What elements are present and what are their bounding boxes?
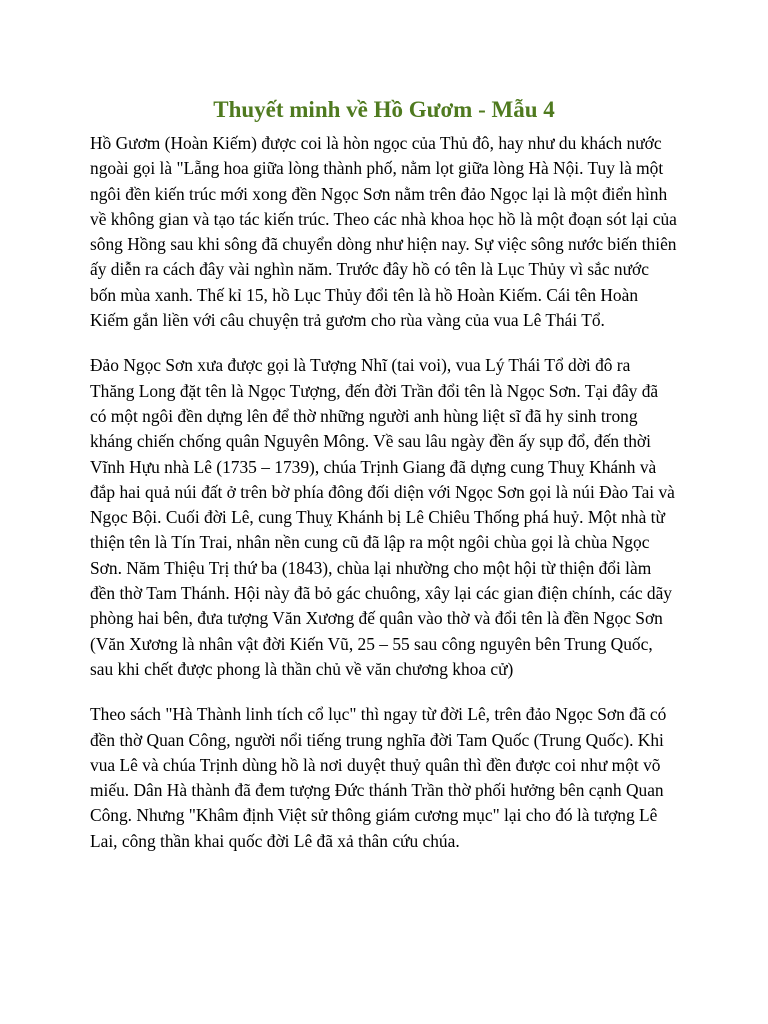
document-paragraph-2: Đảo Ngọc Sơn xưa được gọi là Tượng Nhĩ (tai voi), vua Lý Thái Tổ dời đô ra Thăng Long đặt tên là Ngọc Tượng, đến đời Trần đổi tên là Ngọc Sơn. Tại đây đã có một ngôi đền dựng lên để thờ những người anh hùng liệt sĩ đã hy sinh trong kháng chiến chống quân Nguyên Mông. Về sau lâu ngày đền ấy sụp đổ, đến thời Vĩnh Hựu nhà Lê (1735 – 1739), chúa Trịnh Giang đã dựng cung Thuỵ Khánh và đắp hai quả núi đất ở trên bờ phía đông đối diện với Ngọc Sơn gọi là núi Đào Tai và Ngọc Bội. Cuối đời Lê, cung Thuỵ Khánh bị Lê Chiêu Thống phá huỷ. Một nhà từ thiện tên là Tín Trai, nhân nền cung cũ đã lập ra một ngôi chùa gọi là chùa Ngọc Sơn. Năm Thiệu Trị thứ ba (1843), chùa lại nhường cho một hội từ thiện đổi làm đền thờ Tam Thánh. Hội này đã bỏ gác chuông, xây lại các gian điện chính, các dãy phòng hai bên, đưa tượng Văn Xương đế quân vào thờ và đổi tên là đền Ngọc Sơn (Văn Xương là nhân vật đời Kiến Vũ, 25 – 55 sau công nguyên bên Trung Quốc, sau khi chết được phong là thần chủ về văn chương khoa cử): [90, 355, 675, 679]
document-paragraph-1: Hồ Gươm (Hoàn Kiếm) được coi là hòn ngọc của Thủ đô, hay như du khách nước ngoài gọi là "Lẵng hoa giữa lòng thành phố, nằm lọt giữa lòng Hà Nội. Tuy là một ngôi đền kiến trúc mới xong đền Ngọc Sơn nằm trên đảo Ngọc lại là một điển hình về không gian và tạo tác kiến trúc. Theo các nhà khoa học hồ là một đoạn sót lại của sông Hồng sau khi sông đã chuyển dòng như hiện nay. Sự việc sông nước biến thiên ấy diễn ra cách đây vài nghìn năm. Trước đây hồ có tên là Lục Thủy vì sắc nước bốn mùa xanh. Thế kỉ 15, hồ Lục Thủy đổi tên là hồ Hoàn Kiếm. Cái tên Hoàn Kiếm gắn liền với câu chuyện trả gươm cho rùa vàng của vua Lê Thái Tổ.: [90, 133, 677, 331]
document-paragraph-3: Theo sách "Hà Thành linh tích cổ lục" thì ngay từ đời Lê, trên đảo Ngọc Sơn đã có đền thờ Quan Công, người nổi tiếng trung nghĩa đời Tam Quốc (Trung Quốc). Khi vua Lê và chúa Trịnh dùng hồ là nơi duyệt thuỷ quân thì đền được coi như một võ miếu. Dân Hà thành đã đem tượng Đức thánh Trần thờ phối hưởng bên cạnh Quan Công. Nhưng "Khâm định Việt sử thông giám cương mục" lại cho đó là tượng Lê Lai, công thần khai quốc đời Lê đã xả thân cứu chúa.: [90, 704, 667, 851]
document-title: Thuyết minh về Hồ Gươm - Mẫu 4: [213, 97, 555, 122]
